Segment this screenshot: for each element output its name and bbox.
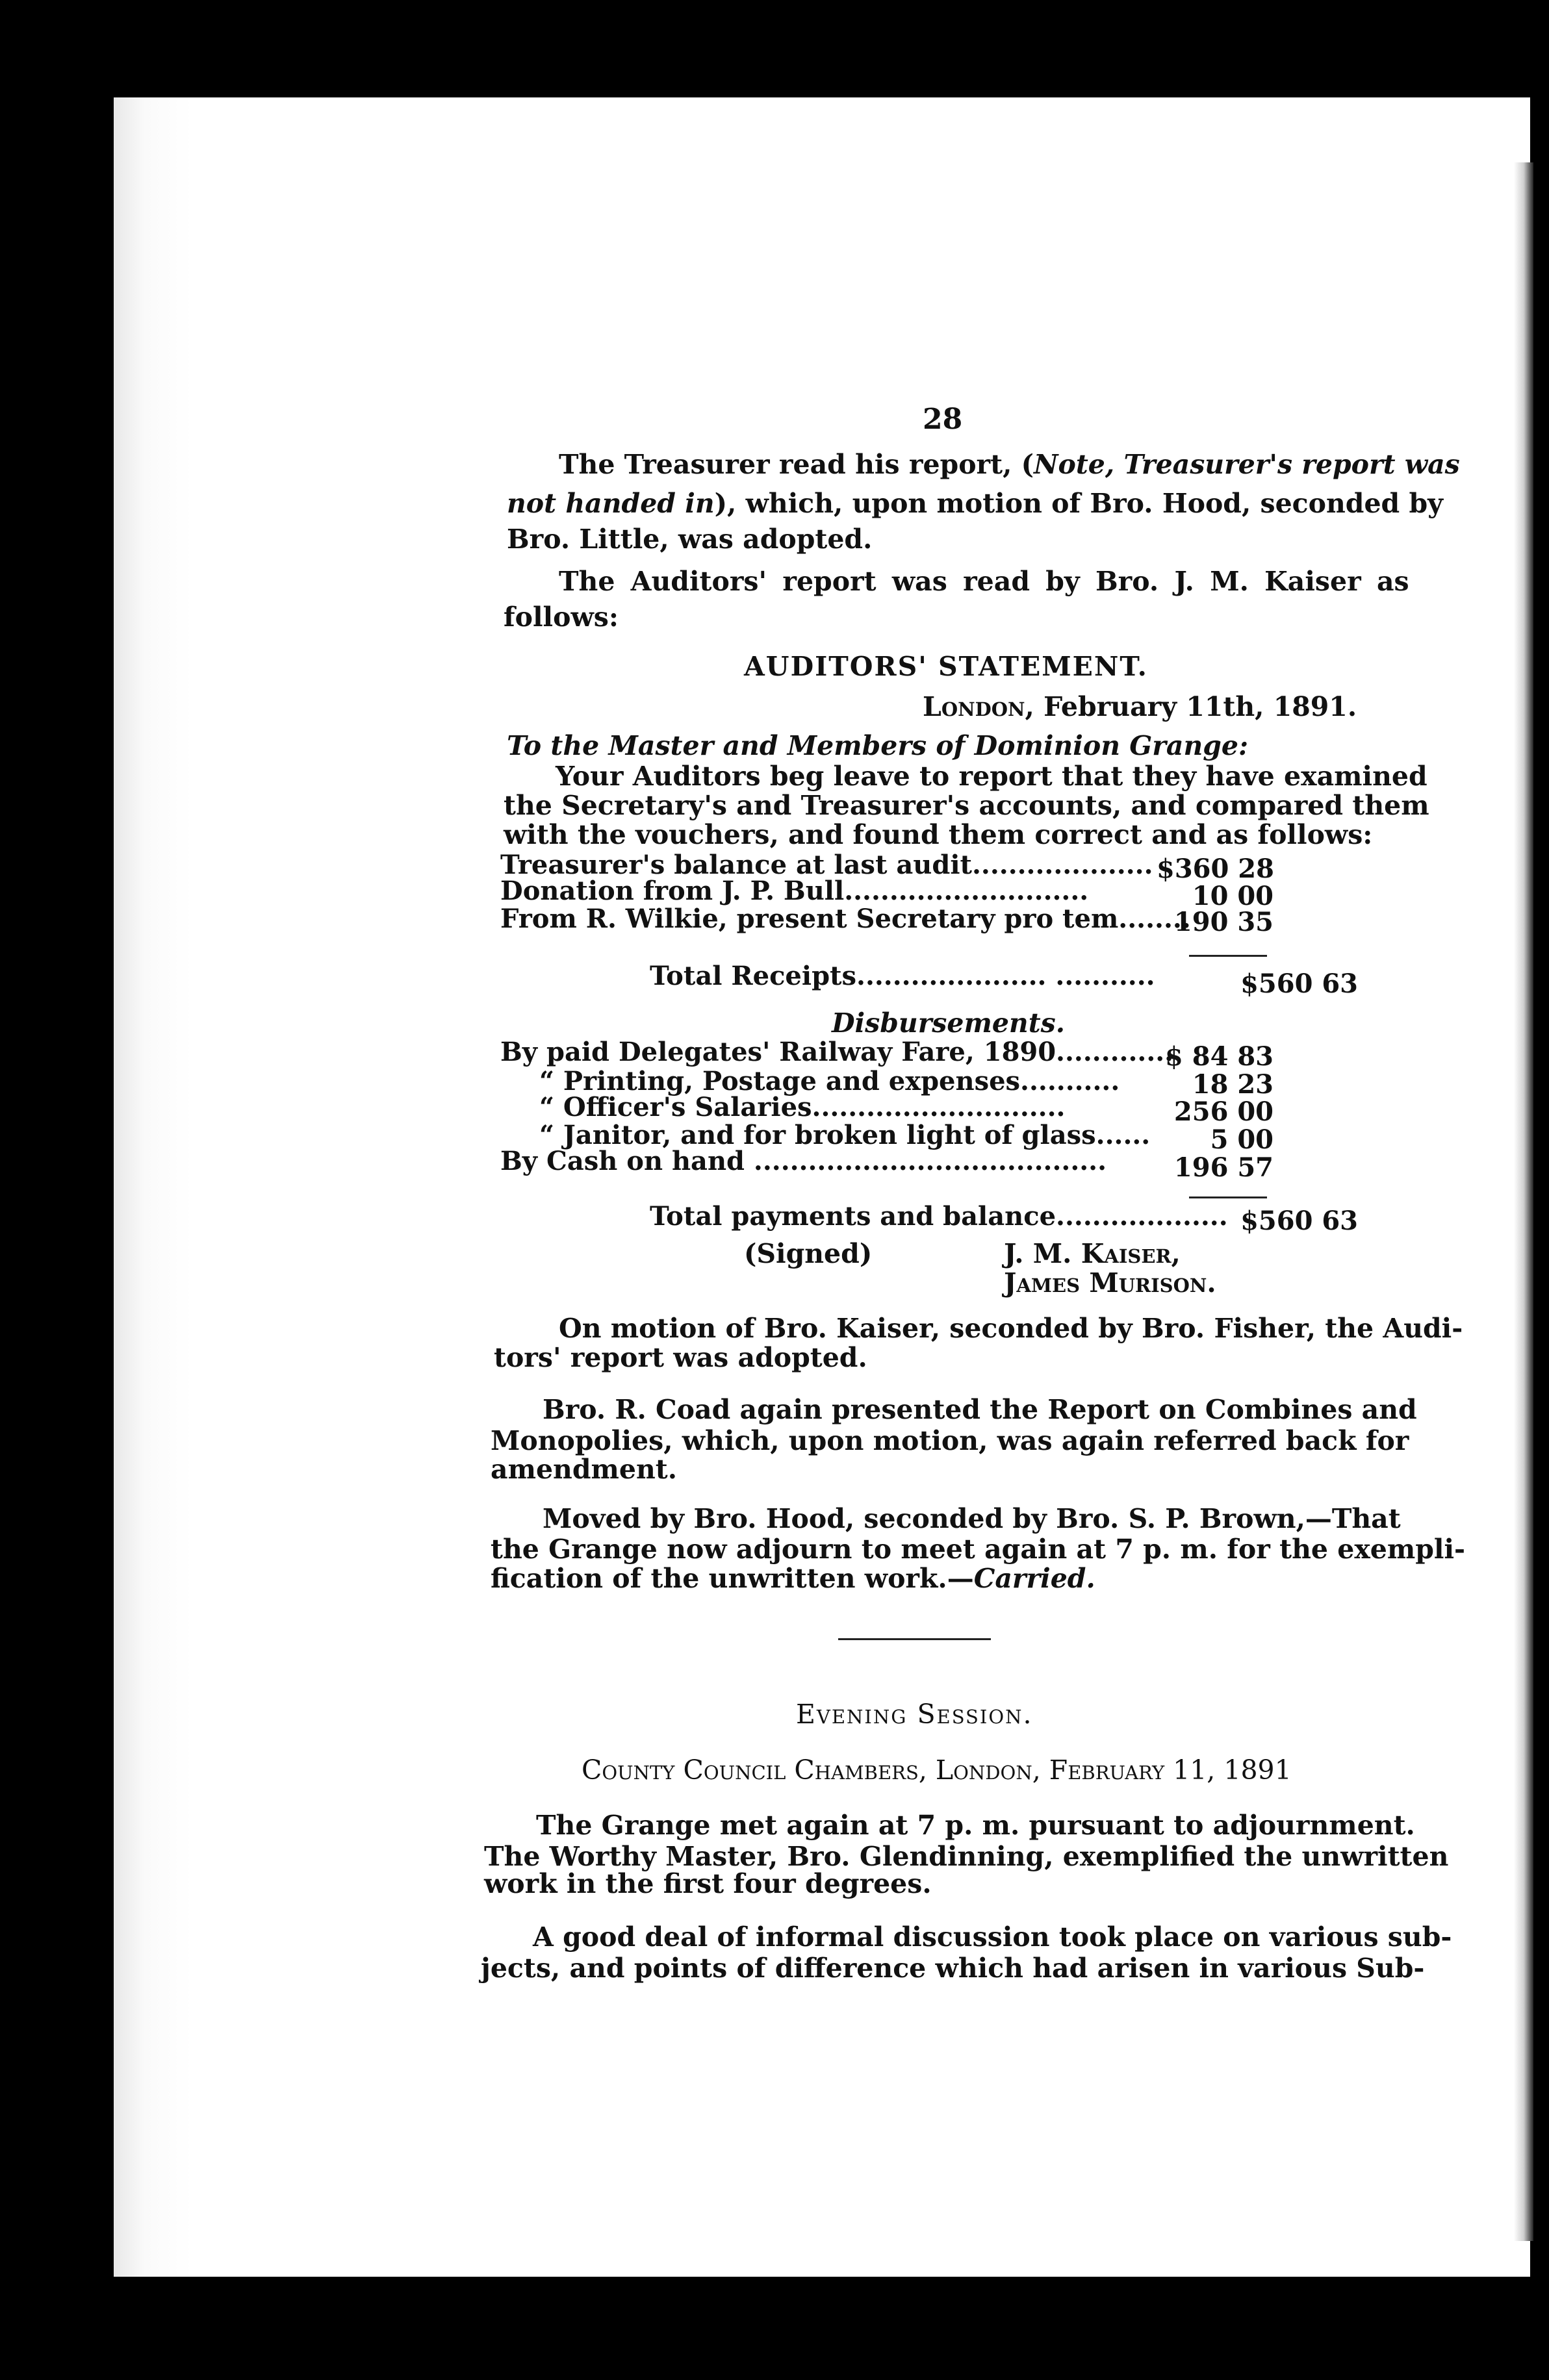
para3-line3: with the vouchers, and found them correct and as follows:: [504, 819, 1373, 850]
disbursements-heading: Disbursements.: [832, 1007, 1066, 1039]
para6-carried: Carried.: [973, 1563, 1095, 1594]
disbursement-row-2: “ Printing, Postage and expenses...........: [539, 1066, 1120, 1096]
para5-line2: Monopolies, which, upon motion, was again referred back for: [491, 1425, 1409, 1456]
dateline-date: , February 11th, 1891.: [1025, 691, 1357, 722]
total-payments-amount: $560 63: [1240, 1206, 1358, 1236]
para1-line1-text: The Treasurer read his report, (: [559, 449, 1034, 480]
para2-line1: The Auditors' report was read by Bro. J. M. Kaiser as: [559, 566, 1409, 597]
page-edge-right: [1514, 162, 1533, 2241]
total-payments-label: Total payments and balance...................: [650, 1201, 1228, 1232]
receipt-amount-3: 190 35: [1173, 907, 1274, 937]
para2-line2: follows:: [504, 601, 619, 633]
signatory-1: J. M. Kaiser,: [1004, 1238, 1181, 1269]
page-number: 28: [923, 403, 963, 436]
heading-evening-session: Evening Session.: [796, 1699, 1033, 1730]
para5-line1: Bro. R. Coad again presented the Report on Combines and: [543, 1394, 1417, 1425]
section-divider: [838, 1638, 991, 1640]
para7-line2: The Worthy Master, Bro. Glendinning, exemplified the unwritten: [484, 1841, 1449, 1872]
para8-line1: A good deal of informal discussion took place on various sub-: [533, 1921, 1452, 1953]
para6-line3: [491, 1565, 1095, 1592]
disbursement-row-4: “ Janitor, and for broken light of glass......: [539, 1120, 1151, 1150]
dateline-place: London: [923, 691, 1025, 722]
para7-line3: work in the first four degrees.: [484, 1868, 932, 1899]
para1-line1-italic: Note, Treasurer's report was: [1034, 449, 1460, 480]
disbursement-amount-1: $ 84 83: [1164, 1041, 1274, 1072]
disbursement-amount-3: 256 00: [1173, 1096, 1274, 1127]
receipt-row-1: Treasurer's balance at last audit....................: [500, 850, 1153, 880]
para1-line2-italic: not handed in: [507, 488, 715, 519]
para6-line1: Moved by Bro. Hood, seconded by Bro. S. P. Brown,—That: [543, 1503, 1401, 1534]
disbursement-amount-2: 18 23: [1192, 1069, 1274, 1100]
para5-line3: amendment.: [491, 1454, 677, 1485]
heading-auditors-statement: AUDITORS' STATEMENT.: [744, 651, 1148, 682]
para1-line2: [507, 490, 1443, 517]
para1-line3: Bro. Little, was adopted.: [507, 524, 873, 555]
signatory-2: James Murison.: [1004, 1267, 1216, 1298]
total-receipts-label: Total Receipts..................... ...........: [650, 961, 1155, 991]
receipts-sum-rule: [1189, 955, 1267, 957]
para7-line1: The Grange met again at 7 p. m. pursuant to adjournment.: [536, 1810, 1415, 1841]
para4-line1: On motion of Bro. Kaiser, seconded by Bro. Fisher, the Audi-: [559, 1313, 1463, 1344]
para1-line1: [559, 449, 1460, 480]
dateline: [923, 691, 1357, 722]
disbursement-amount-4: 5 00: [1210, 1124, 1274, 1155]
para4-line2: tors' report was adopted.: [494, 1342, 867, 1373]
signed-label: (Signed): [744, 1238, 873, 1269]
disbursement-row-3: “ Officer's Salaries............................: [539, 1092, 1066, 1122]
disbursement-amount-5: 196 57: [1173, 1152, 1274, 1183]
dateline-2: County Council Chambers, London, February 11, 1891: [582, 1754, 1292, 1786]
para6-line3-text: fication of the unwritten work.—: [491, 1563, 974, 1594]
receipt-row-3: From R. Wilkie, present Secretary pro tem........: [500, 904, 1191, 934]
receipt-amount-2: 10 00: [1192, 881, 1274, 911]
disbursements-sum-rule: [1189, 1196, 1267, 1198]
page-edge-left: [114, 97, 192, 2277]
disbursement-row-5: By Cash on hand .......................................: [500, 1146, 1107, 1176]
para3-line2: the Secretary's and Treasurer's accounts, and compared them: [504, 790, 1429, 821]
receipt-amount-1: $360 28: [1157, 854, 1274, 884]
receipt-row-2: Donation from J. P. Bull...........................: [500, 876, 1089, 906]
total-receipts-amount: $560 63: [1240, 968, 1358, 999]
para6-line2: the Grange now adjourn to meet again at 7 p. m. for the exempli-: [491, 1534, 1466, 1565]
salutation: To the Master and Members of Dominion Grange:: [507, 730, 1249, 761]
para1-line2-text: ), which, upon motion of Bro. Hood, seconded by: [714, 488, 1443, 519]
para3-line1: Your Auditors beg leave to report that they have examined: [556, 761, 1427, 792]
disbursement-row-1: By paid Delegates' Railway Fare, 1890.............: [500, 1037, 1174, 1067]
para8-line2: jects, and points of difference which had arisen in various Sub-: [481, 1953, 1425, 1984]
